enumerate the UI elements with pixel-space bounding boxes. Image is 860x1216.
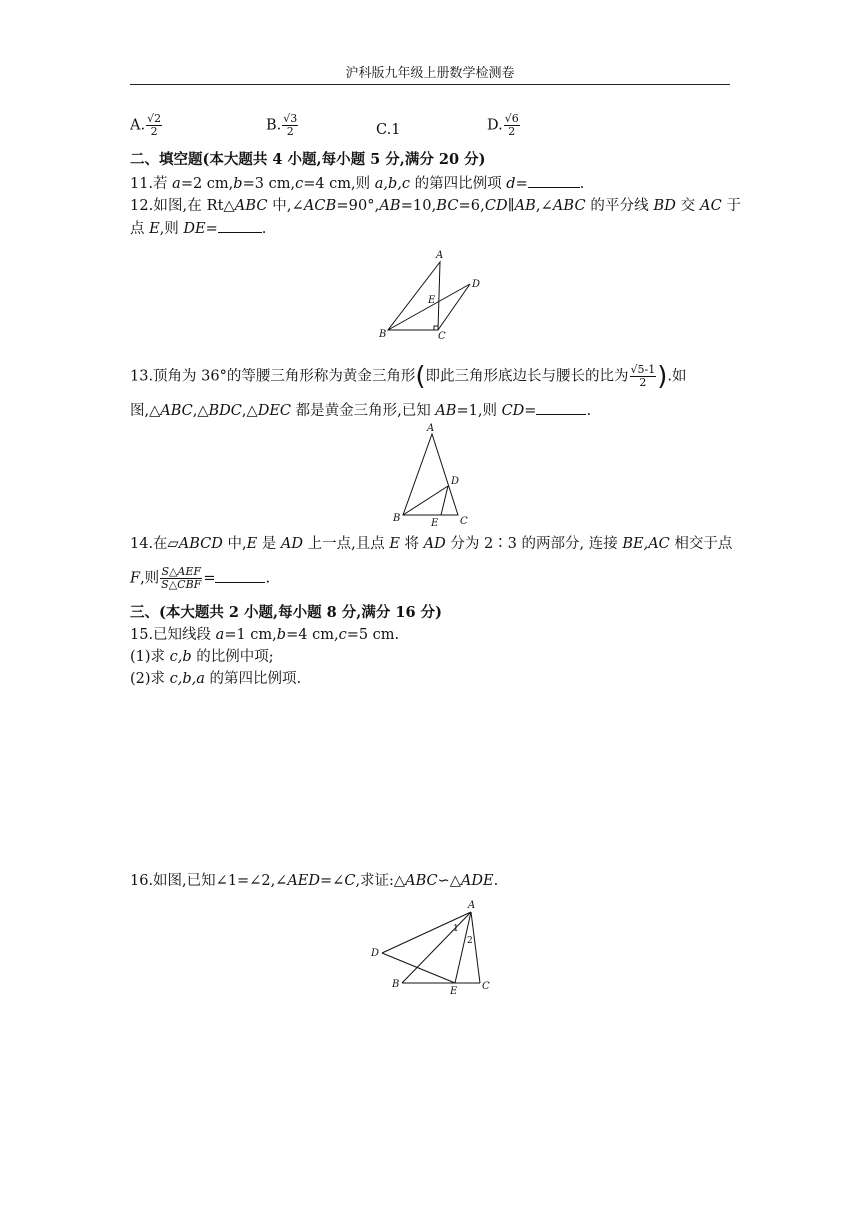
var: ABC [160,403,193,419]
var: CD [484,198,508,214]
text: 即此三角形底边长与腰长的比为 [425,368,629,385]
var: E [246,536,258,552]
var: c,b,a [169,671,205,687]
text: 的比例中项; [191,649,274,665]
text: 13.顶角为 36°的等腰三角形称为黄金三角形 [130,368,416,385]
var: BD [653,198,676,214]
var: AB [379,198,401,214]
segment-bd [388,284,470,330]
segment-ab [402,912,471,983]
var: b [276,627,287,643]
text: 上一点,且点 [302,536,390,552]
text: 11.若 [130,176,173,192]
label-a: A [427,423,435,434]
text: ,△ [241,403,258,419]
segment-bd [403,486,448,515]
text: . [586,403,592,419]
var: c [338,627,347,643]
question-14-line-1 [130,534,733,554]
text: =∠ [320,873,345,889]
frac-den: 2 [150,125,158,138]
section-heading-3: 三、(本大题共 2 小题,每小题 8 分,满分 16 分) [130,604,442,621]
question-11 [130,173,730,194]
var: DEC [257,403,291,419]
var: DE [183,221,206,237]
label-a: A [468,900,476,911]
var: c,b [169,649,192,665]
text: =3 cm, [242,176,296,192]
label-b: B [379,329,387,340]
question-15-part-2 [130,669,730,689]
var: AED [287,873,321,889]
figure-q12 [370,248,490,343]
text: 图,△ [130,403,161,419]
frac-num: √2 [147,112,162,125]
option-b [266,113,299,138]
option-letter: D. [487,117,503,134]
text: 12.如图,在 Rt△ [130,198,235,214]
frac-num: S△AEF [161,565,202,578]
question-14-line-2 [130,566,730,591]
var: ABC [405,873,438,889]
text: 的第四比例项. [204,671,302,687]
text: ∥ [507,198,515,214]
var: AB [435,403,457,419]
text: (1)求 [130,649,170,665]
section-heading-2: 二、填空题(本大题共 4 小题,每小题 5 分,满分 20 分) [130,151,486,168]
answer-blank [215,568,265,583]
var: CD [501,403,525,419]
question-15 [130,625,730,645]
option-c [376,120,400,140]
fraction [282,113,298,138]
answer-blank [528,173,580,188]
text: . [265,570,271,587]
question-13-line-2 [130,400,730,421]
question-16 [130,871,730,891]
var: ABC [552,198,586,214]
fraction [504,113,520,138]
text: 中,∠ [267,198,304,214]
text: 相交于点 [669,536,733,552]
text: 是 [257,536,281,552]
answer-blank [536,400,586,415]
var: c [295,176,304,192]
var: BC [436,198,459,214]
text: =6, [458,198,485,214]
label-angle-1: 1 [453,924,459,934]
var: a,b,c [374,176,411,192]
text: ,△ [192,403,209,419]
var: F [130,570,141,587]
var: BE,AC [622,536,670,552]
label-c: C [438,331,446,342]
var: AD [280,536,303,552]
label-d: D [451,476,460,487]
option-d [487,113,521,138]
frac-num: √5-1 [630,363,656,376]
text: 16.如图,已知∠1=∠2,∠ [130,873,288,889]
label-e: E [428,295,436,306]
text: ,求证:△ [355,873,406,889]
text: 交 [675,198,700,214]
text: 分为 2∶3 的两部分, 连接 [445,536,623,552]
frac-den: 2 [286,125,294,138]
text: =5 cm. [346,627,400,643]
segment-ac [471,912,480,983]
option-letter: B. [266,117,282,134]
text: .如 [667,368,687,385]
var: d [506,176,516,192]
label-c: C [482,981,490,992]
text: =1 cm, [224,627,277,643]
page-header: 沪科版九年级上册数学检测卷 [130,62,730,85]
label-d: D [472,279,481,290]
var: AD [423,536,446,552]
option-letter: C. [376,122,392,138]
label-d: D [371,948,380,959]
text: . [579,176,585,192]
right-angle-mark [434,326,438,330]
text: 点 [130,221,150,237]
question-13-line-1 [130,361,730,392]
var: BDC [208,403,242,419]
text: . [261,221,267,237]
text: 14.在▱ [130,536,179,552]
text: =2 cm, [180,176,234,192]
answer-blank [218,218,262,233]
figure-q13 [385,420,475,532]
text: 于 [721,198,742,214]
var: AB [514,198,536,214]
paren-close: ) [657,361,668,392]
text: 的第四比例项 [410,176,507,192]
question-12-line-1 [130,196,742,216]
label-e: E [450,986,458,997]
label-b: B [393,513,401,524]
text: 都是黄金三角形,已知 [291,403,436,419]
text: ∽△ [437,873,461,889]
label-c: C [460,516,468,527]
option-a [130,113,163,138]
text: 中, [222,536,247,552]
var: E [389,536,400,552]
text: (2)求 [130,671,170,687]
text: =4 cm,则 [303,176,375,192]
segment-cd [438,284,470,330]
text: ,则 [159,221,184,237]
var: ACB [303,198,337,214]
var: ADE [460,873,494,889]
frac-den: 2 [639,376,647,389]
text: ,则 [140,570,160,587]
text: =10, [400,198,437,214]
frac-den: S△CBF [161,578,202,591]
frac-num: √6 [504,112,519,125]
var: a [215,627,225,643]
question-15-part-1 [130,647,730,667]
frac-den: 2 [508,125,516,138]
triangle-abc [403,434,458,515]
var: a [172,176,181,192]
text: ,∠ [535,198,553,214]
text: =90°, [336,198,380,214]
text: =4 cm, [286,627,339,643]
figure-q16 [365,898,500,998]
option-value: 1 [391,122,401,138]
label-a: A [436,250,444,261]
var: E [149,221,160,237]
paren-open: ( [415,361,426,392]
var: ABCD [178,536,223,552]
var: b [233,176,243,192]
text: . [493,873,499,889]
option-letter: A. [130,117,146,134]
text: = [524,403,537,419]
fraction [160,566,202,591]
text: =1,则 [456,403,502,419]
text: 15.已知线段 [130,627,216,643]
label-e: E [431,518,439,529]
var: ABC [234,198,268,214]
segment-ae [455,912,471,983]
text: 的平分线 [585,198,654,214]
var: C [344,873,356,889]
text: = [515,176,528,192]
fraction [630,364,657,389]
text: = [205,221,218,237]
text: 将 [399,536,424,552]
fraction [146,113,162,138]
var: AC [700,198,722,214]
label-angle-2: 2 [467,936,473,946]
frac-num: √3 [283,112,298,125]
question-12-line-2 [130,218,730,239]
text: = [203,570,216,587]
label-b: B [392,979,400,990]
